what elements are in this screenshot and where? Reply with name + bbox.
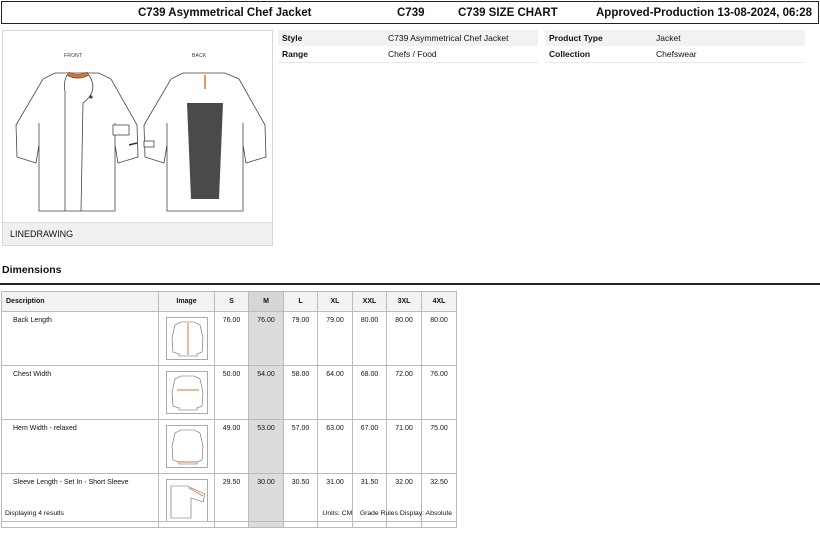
value-cell: 79.00 (284, 312, 318, 366)
header-bar (1, 1, 819, 24)
value-cell: 76.00 (215, 312, 249, 366)
info-value: C739 Asymmetrical Chef Jacket (388, 33, 509, 43)
results-count: Displaying 4 results (5, 510, 64, 517)
col-header-size[interactable]: S (215, 292, 249, 312)
info-key: Product Type (549, 33, 603, 43)
chest-width-thumbnail[interactable] (166, 371, 208, 414)
header-code: C739 (397, 6, 425, 19)
back-mesh-panel (187, 103, 223, 199)
value-cell: 58.00 (284, 366, 318, 420)
jacket-line-drawing (3, 61, 272, 231)
value-cell: 80.00 (353, 312, 387, 366)
col-header-size[interactable]: 4XL (422, 292, 457, 312)
value-cell: 64.00 (318, 366, 353, 420)
value-cell: 32.50 (422, 474, 457, 528)
dimensions-table (1, 291, 457, 528)
col-header-size[interactable]: L (284, 292, 318, 312)
row-description: Chest Width (2, 366, 159, 420)
col-header-size[interactable]: XXL (353, 292, 387, 312)
dimensions-divider (0, 283, 820, 285)
back-length-thumbnail[interactable] (166, 317, 208, 360)
units-label: Units: CM (322, 510, 353, 517)
row-image-cell (159, 312, 215, 366)
value-cell: 63.00 (318, 420, 353, 474)
col-header-size[interactable]: M (249, 292, 284, 312)
front-view (16, 73, 138, 211)
row-image-cell (159, 366, 215, 420)
info-row-range (278, 46, 538, 63)
value-cell: 54.00 (249, 366, 284, 420)
row-description: Sleeve Length - Set In - Short Sleeve (2, 474, 159, 528)
row-description: Back Length (2, 312, 159, 366)
value-cell: 57.00 (284, 420, 318, 474)
value-cell: 68.00 (353, 366, 387, 420)
value-cell: 31.50 (353, 474, 387, 528)
info-row-style (278, 30, 538, 46)
value-cell: 72.00 (387, 366, 422, 420)
row-description: Hem Width - relaxed (2, 420, 159, 474)
front-label: FRONT (64, 53, 83, 59)
header-status: Approved-Production 13-08-2024, 06:28 (595, 6, 812, 19)
linedrawing-caption: LINEDRAWING (3, 222, 272, 245)
value-cell: 30.00 (249, 474, 284, 528)
table-row[interactable] (2, 366, 457, 420)
header-chart-title: C739 SIZE CHART (458, 6, 558, 19)
row-image-cell (159, 420, 215, 474)
value-cell: 79.00 (318, 312, 353, 366)
table-row[interactable] (2, 420, 457, 474)
info-value: Jacket (656, 33, 681, 43)
value-cell: 29.50 (215, 474, 249, 528)
value-cell: 75.00 (422, 420, 457, 474)
header-style-name: C739 Asymmetrical Chef Jacket (138, 6, 312, 19)
value-cell: 31.00 (318, 474, 353, 528)
table-header-row (2, 292, 457, 312)
col-header-description[interactable]: Description (2, 292, 159, 312)
hem-width-thumbnail[interactable] (166, 425, 208, 468)
back-label: BACK (192, 53, 207, 59)
info-row-collection (545, 46, 805, 63)
col-header-image[interactable]: Image (159, 292, 215, 312)
value-cell: 67.00 (353, 420, 387, 474)
grade-rules-label: Grade Rules Display: Absolute (359, 510, 452, 517)
dimensions-title: Dimensions (2, 264, 62, 276)
value-cell: 32.00 (387, 474, 422, 528)
info-value: Chefswear (656, 49, 697, 59)
value-cell: 30.50 (284, 474, 318, 528)
table-footer (1, 507, 457, 522)
value-cell: 50.00 (215, 366, 249, 420)
value-cell: 71.00 (387, 420, 422, 474)
info-row-product-type (545, 30, 805, 46)
info-key: Collection (549, 49, 591, 59)
value-cell: 76.00 (249, 312, 284, 366)
col-header-size[interactable]: XL (318, 292, 353, 312)
value-cell: 76.00 (422, 366, 457, 420)
value-cell: 53.00 (249, 420, 284, 474)
units-grade-info (322, 507, 452, 521)
info-key: Range (282, 49, 308, 59)
table-row[interactable] (2, 312, 457, 366)
info-value: Chefs / Food (388, 49, 437, 59)
value-cell: 49.00 (215, 420, 249, 474)
value-cell: 80.00 (422, 312, 457, 366)
col-header-size[interactable]: 3XL (387, 292, 422, 312)
info-key: Style (282, 33, 303, 43)
linedrawing-panel (2, 30, 273, 246)
value-cell: 80.00 (387, 312, 422, 366)
